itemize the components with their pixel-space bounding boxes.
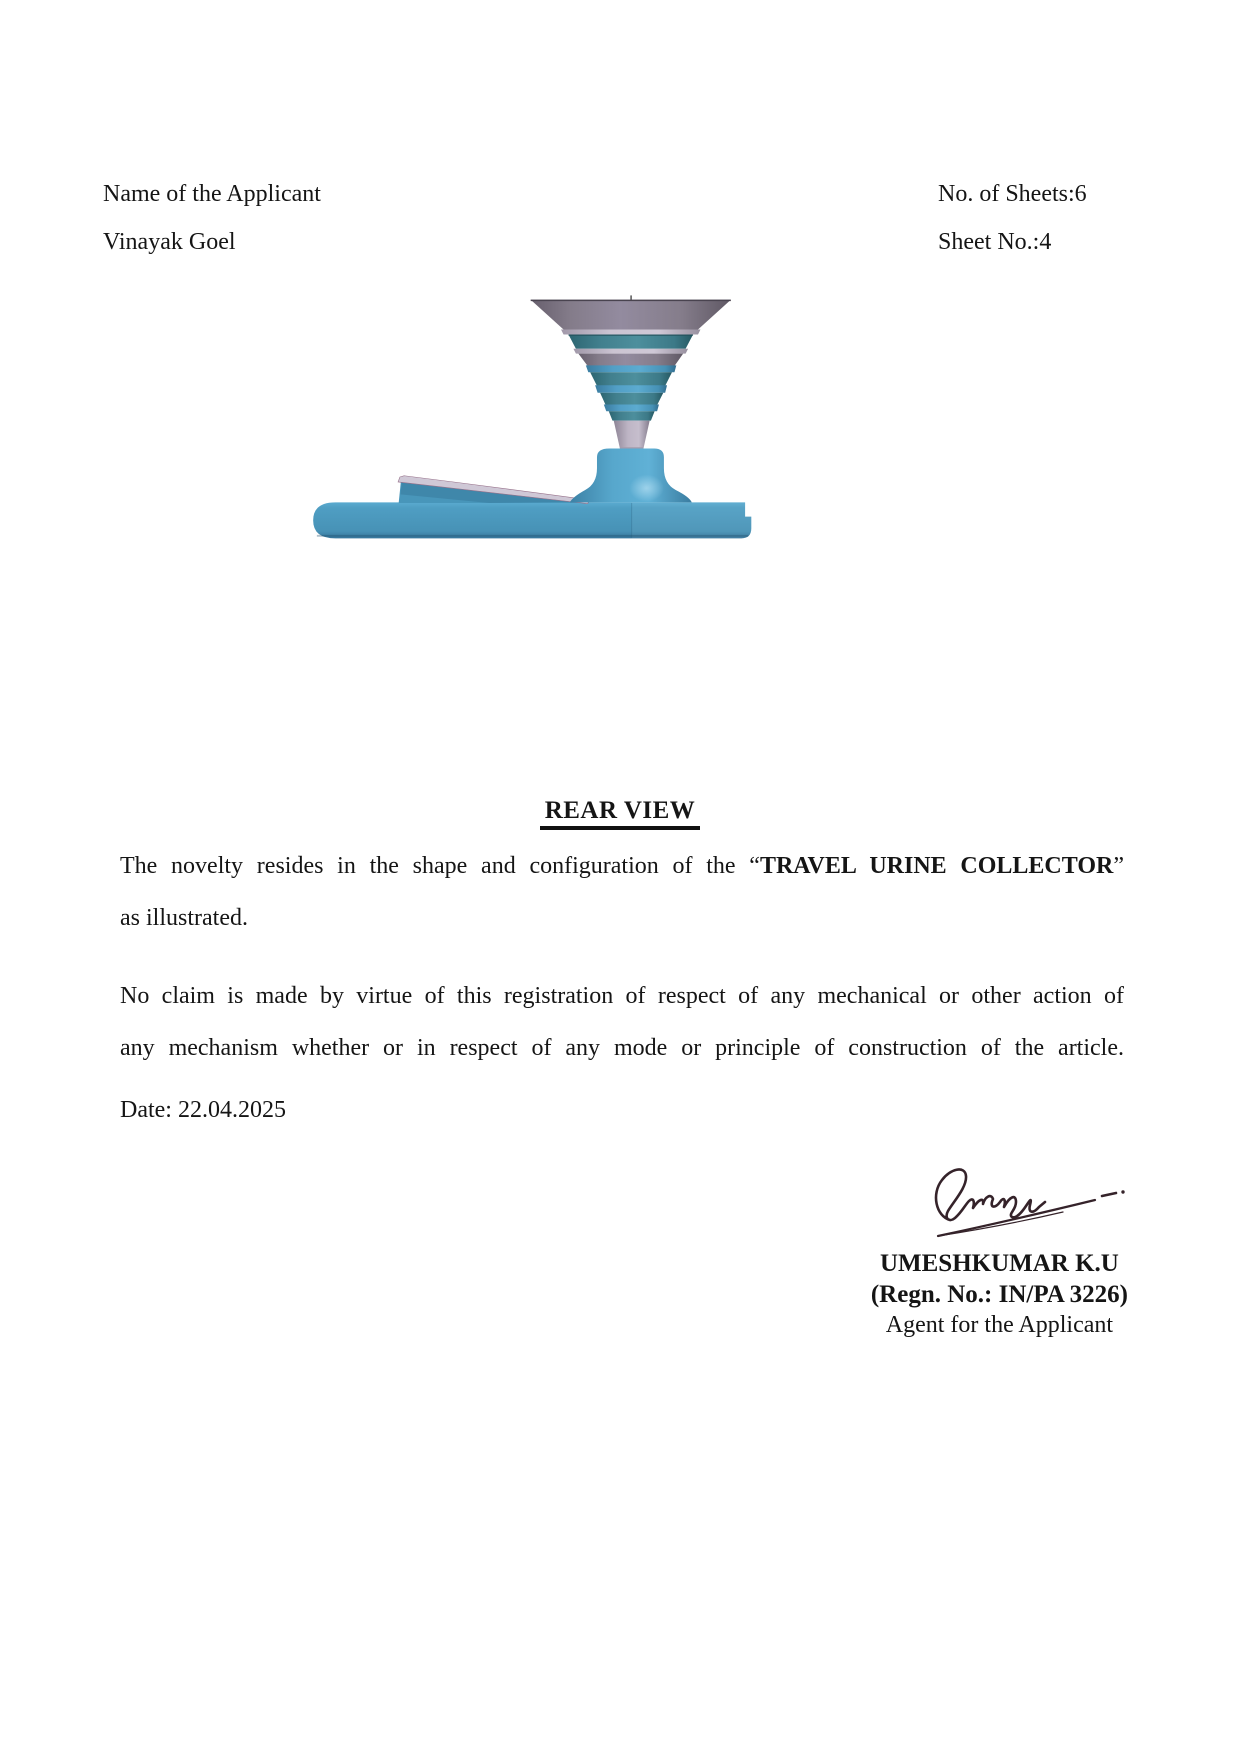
- funnel-body: [531, 300, 731, 456]
- sheet-number: Sheet No.:4: [938, 229, 1052, 255]
- claim-line-2: any mechanism whether or in respect of any mode or principle of construction of the article.: [120, 1035, 1124, 1061]
- rear-view-figure: [250, 270, 970, 710]
- applicant-name: Vinayak Goel: [103, 229, 236, 255]
- wedge-ramp: [398, 476, 589, 504]
- applicant-label: Name of the Applicant: [103, 181, 321, 207]
- figure-caption: [0, 797, 1240, 830]
- funnel-stem: [614, 421, 650, 449]
- signature-image: [918, 1156, 1130, 1248]
- claim-line-1: No claim is made by virtue of this registration of respect of any mechanical or other action of: [120, 983, 1124, 1009]
- pedestal-bell: [570, 448, 692, 502]
- figure-caption-text: REAR VIEW: [540, 797, 701, 830]
- novelty-line-1: [120, 851, 1124, 881]
- agent-name: UMESHKUMAR K.U: [879, 1250, 1119, 1277]
- novelty-line-2: as illustrated.: [120, 905, 248, 931]
- novelty-article-name: TRAVEL URINE COLLECTOR: [759, 853, 1114, 879]
- agent-block: [871, 1248, 1128, 1341]
- novelty-suffix: ”: [1113, 853, 1124, 879]
- base-plate: [313, 502, 751, 538]
- date-line: Date: 22.04.2025: [120, 1097, 286, 1123]
- novelty-prefix: The novelty resides in the shape and configuration of the “: [120, 853, 760, 879]
- sheets-total: No. of Sheets:6: [938, 181, 1087, 207]
- agent-role: Agent for the Applicant: [885, 1312, 1114, 1338]
- agent-registration: (Regn. No.: IN/PA 3226): [870, 1281, 1128, 1308]
